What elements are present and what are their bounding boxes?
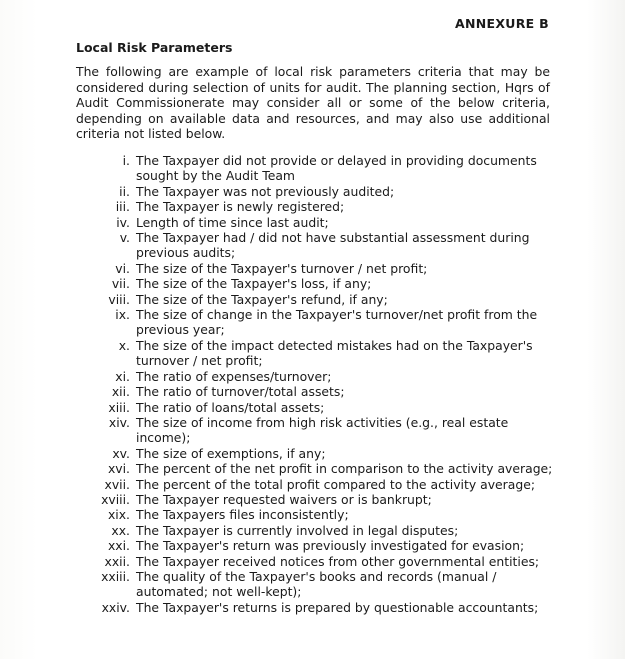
list-item-text: The Taxpayer's returns is prepared by questionable accountants;: [136, 599, 539, 615]
list-item-number: vii.: [111, 276, 130, 292]
list-item: [0, 230, 556, 261]
list-item: [0, 400, 556, 415]
list-item-number: xviii.: [101, 491, 130, 507]
list-item: [0, 215, 556, 230]
list-item: [0, 415, 556, 446]
annexure-label: ANNEXURE B: [455, 16, 549, 31]
list-item-number: xxii.: [104, 553, 130, 569]
list-item-text: The ratio of expenses/turnover;: [136, 368, 332, 384]
list-item-number: vi.: [115, 260, 130, 276]
list-item-number: xix.: [107, 507, 130, 523]
list-item-text: The Taxpayer had / did not have substantial assessment during previous audits;: [136, 230, 530, 261]
list-item-number: xxiii.: [101, 568, 130, 584]
list-item: [0, 199, 556, 214]
list-item: [0, 554, 556, 569]
list-item: [0, 153, 556, 184]
list-item-number: iv.: [116, 214, 130, 230]
list-item-number: x.: [118, 337, 130, 353]
list-item: [0, 292, 556, 307]
list-item-number: viii.: [108, 291, 130, 307]
list-item-number: v.: [119, 230, 130, 246]
list-item-text: The size of the impact detected mistakes had on the Taxpayer's turnover / net profit;: [136, 337, 533, 369]
list-item-text: The ratio of loans/total assets;: [136, 399, 325, 415]
list-item: [0, 384, 556, 399]
list-item: [0, 461, 556, 476]
list-item-number: xiv.: [108, 414, 130, 430]
list-item: [0, 523, 556, 538]
list-item-number: xxiv.: [101, 599, 130, 615]
criteria-list: [0, 153, 625, 615]
list-item-number: ii.: [119, 183, 130, 199]
list-item-number: xv.: [112, 445, 130, 461]
list-item-text: The size of the Taxpayer's loss, if any;: [136, 276, 372, 292]
list-item-text: The Taxpayers files inconsistently;: [136, 507, 349, 523]
list-item: [0, 492, 556, 507]
section-title: Local Risk Parameters: [76, 40, 233, 55]
list-item-text: The size of exemptions, if any;: [136, 445, 326, 461]
list-item-text: Length of time since last audit;: [136, 214, 329, 230]
list-item-number: xx.: [111, 522, 130, 538]
list-item-number: i.: [122, 153, 130, 168]
list-item-text: The Taxpayer received notices from other governmental entities;: [136, 553, 540, 569]
list-item-number: xii.: [111, 384, 130, 400]
list-item-text: The Taxpayer was not previously audited;: [136, 183, 395, 199]
list-item: [0, 477, 556, 492]
list-item: [0, 507, 556, 522]
list-item-text: The percent of the total profit compared to the activity average;: [136, 476, 536, 492]
list-item-text: The percent of the net profit in comparison to the activity average;: [136, 461, 553, 477]
list-item-text: The Taxpayer is currently involved in legal disputes;: [136, 522, 459, 538]
list-item-number: xiii.: [108, 399, 130, 415]
list-item-text: The Taxpayer did not provide or delayed in providing documents sought by the Audit Team: [136, 153, 537, 184]
list-item-text: The Taxpayer's return was previously investigated for evasion;: [136, 538, 525, 554]
list-item: [0, 338, 556, 369]
list-item-text: The Taxpayer is newly registered;: [136, 199, 345, 215]
list-item: [0, 261, 556, 276]
list-item: [0, 569, 556, 600]
list-item-text: The ratio of turnover/total assets;: [136, 384, 345, 400]
list-item-number: ix.: [115, 307, 130, 323]
list-item-number: xvii.: [104, 476, 130, 492]
list-item: [0, 538, 556, 553]
list-item-text: The quality of the Taxpayer's books and records (manual / automated; not well-kept);: [136, 568, 497, 600]
list-item: [0, 307, 556, 338]
intro-paragraph: The following are example of local risk parameters criteria that may be considered during selection of units for audit. The planning section, Hqrs of Audit Commissionerate may consider all or some of the below criteria, depending on available data and resources, and may also use additional criteria not listed below.: [76, 64, 550, 142]
list-item: [0, 600, 556, 615]
list-item-text: The size of income from high risk activities (e.g., real estate income);: [136, 414, 509, 446]
list-item: [0, 276, 556, 291]
list-item-number: xvi.: [107, 461, 130, 477]
list-item: [0, 446, 556, 461]
list-item-text: The size of the Taxpayer's refund, if any;: [136, 291, 388, 307]
list-item-text: The size of change in the Taxpayer's turnover/net profit from the previous year;: [136, 307, 538, 338]
list-item-number: xxi.: [107, 538, 130, 554]
list-item-text: The size of the Taxpayer's turnover / net profit;: [136, 260, 428, 276]
list-item-number: iii.: [115, 199, 130, 215]
list-item: [0, 184, 556, 199]
list-item: [0, 369, 556, 384]
list-item-number: xi.: [115, 368, 130, 384]
list-item-text: The Taxpayer requested waivers or is bankrupt;: [136, 491, 432, 507]
